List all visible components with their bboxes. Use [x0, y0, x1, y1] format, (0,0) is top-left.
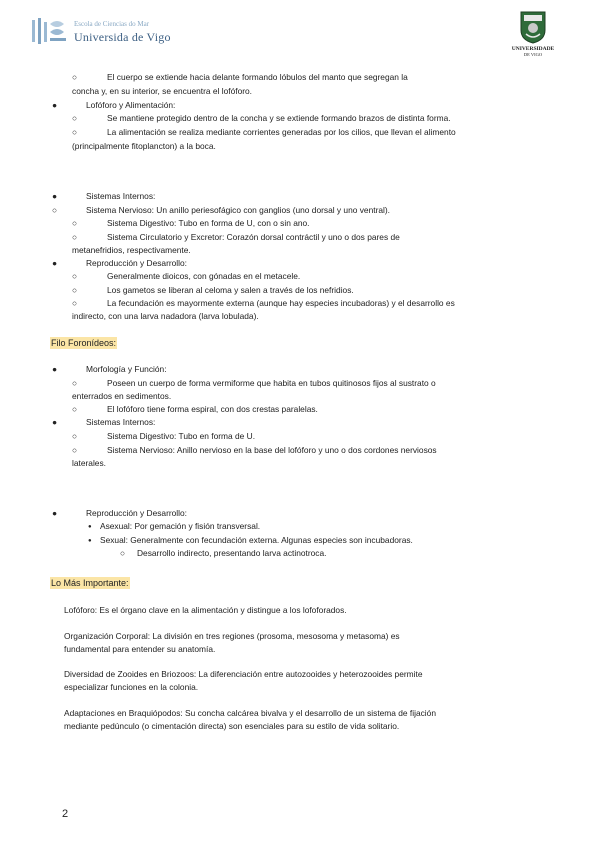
logo-escola-text: Escola de Ciencias do Mar	[74, 20, 150, 28]
text-line: Asexual: Por gemación y fisión transversal.	[100, 521, 261, 531]
list-item-heading: Sistemas Internos:	[86, 191, 156, 201]
circle-bullet-icon: ○	[72, 445, 78, 455]
text-line: Los gametos se liberan al celoma y salen a través de los nefridios.	[107, 285, 354, 295]
circle-bullet-icon: ○	[72, 404, 78, 414]
text-line: laterales.	[72, 458, 106, 468]
text-line: Sistema Nervioso: Anillo nervioso en la base del lofóforo y uno o dos cordones nerviosos	[107, 445, 437, 455]
circle-bullet-icon: ○	[72, 232, 78, 242]
seal-text-de-vigo: DE VIGO	[523, 52, 543, 57]
seal-text-universidade: UNIVERSIDADE	[511, 46, 555, 52]
paragraph-diversidad	[64, 668, 534, 694]
circle-bullet-icon: ○	[52, 205, 58, 215]
list-item-heading: Sistemas Internos:	[86, 417, 156, 427]
circle-bullet-icon: ○	[120, 548, 126, 558]
disc-bullet-icon: ●	[52, 364, 58, 374]
text-line: Sistema Digestivo: Tubo en forma de U.	[107, 431, 256, 441]
list-item-heading: Morfología y Función:	[86, 364, 167, 374]
disc-bullet-icon: ●	[52, 100, 58, 110]
university-seal-icon	[518, 10, 548, 44]
text-line: Sistema Digestivo: Tubo en forma de U, con o sin ano.	[107, 218, 310, 228]
text-line: Adaptaciones en Braquiópodos: Su concha calcárea bivalva y el desarrollo de un sistema de fijación	[64, 708, 436, 718]
text-line: La fecundación es mayormente externa (aunque hay especies incubadoras) y el desarrollo es	[107, 298, 455, 308]
circle-bullet-icon: ○	[72, 271, 78, 281]
text-line: Lofóforo: Es el órgano clave en la alimentación y distingue a los lofoforados.	[64, 605, 347, 615]
universidade-vigo-seal	[508, 10, 558, 66]
escola-logo-mark-icon	[30, 16, 70, 46]
text-line: Poseen un cuerpo de forma vermiforme que habita en tubos quitinosos fijos al sustrato o	[107, 378, 436, 388]
disc-bullet-icon: ●	[52, 258, 58, 268]
circle-bullet-icon: ○	[72, 298, 78, 308]
text-line: mediante pedúnculo (o cimentación directa) son esenciales para su estilo de vida solitario.	[64, 721, 400, 731]
paragraph-organizacion	[64, 630, 534, 656]
text-line: Sistema Nervioso: Un anillo periesofágico con ganglios (uno dorsal y uno ventral).	[86, 205, 390, 215]
text-line: especializar funciones en la colonia.	[64, 682, 199, 692]
text-line: Organización Corporal: La división en tres regiones (prosoma, mesosoma y metasoma) es	[64, 631, 400, 641]
paragraph-adaptaciones	[64, 707, 534, 733]
text-line: metanefridios, respectivamente.	[72, 245, 191, 255]
circle-bullet-icon: ○	[72, 218, 78, 228]
text-line: Sexual: Generalmente con fecundación externa. Algunas especies son incubadoras.	[100, 535, 413, 545]
small-disc-bullet-icon: ●	[88, 538, 92, 544]
text-line: La alimentación se realiza mediante corrientes generadas por los cilios, que llevan el alimento	[107, 127, 456, 137]
section-heading-lo-mas-importante: Lo Más Importante:	[51, 578, 129, 588]
list-item-heading: Reproducción y Desarrollo:	[86, 258, 188, 268]
text-line: El lofóforo tiene forma espiral, con dos crestas paralelas.	[107, 404, 318, 414]
disc-bullet-icon: ●	[52, 191, 58, 201]
disc-bullet-icon: ●	[52, 508, 58, 518]
circle-bullet-icon: ○	[72, 378, 78, 388]
list-item-heading: Lofóforo y Alimentación:	[86, 100, 176, 110]
circle-bullet-icon: ○	[72, 127, 78, 137]
circle-bullet-icon: ○	[72, 72, 78, 82]
list-item-heading: Reproducción y Desarrollo:	[86, 508, 188, 518]
circle-bullet-icon: ○	[72, 285, 78, 295]
text-line: Se mantiene protegido dentro de la concha y se extiende formando brazos de distinta forma.	[107, 113, 451, 123]
section-heading-foronideos: Filo Foronídeos:	[51, 338, 117, 348]
text-line: indirecto, con una larva nadadora (larva lobulada).	[72, 311, 259, 321]
text-line: El cuerpo se extiende hacia delante formando lóbulos del manto que segregan la	[107, 72, 408, 82]
disc-bullet-icon: ●	[52, 417, 58, 427]
text-line: fundamental para entender su anatomía.	[64, 644, 216, 654]
escola-ciencias-mar-logo	[30, 16, 180, 48]
text-line: Desarrollo indirecto, presentando larva actinotroca.	[137, 548, 327, 558]
small-disc-bullet-icon: ●	[88, 524, 92, 530]
text-line: Diversidad de Zooides en Briozoos: La diferenciación entre autozooides y heterozooides permite	[64, 669, 423, 679]
paragraph-lofoforo	[64, 604, 534, 617]
text-line: enterrados en sedimentos.	[72, 391, 172, 401]
page-number: 2	[62, 808, 69, 820]
text-line: concha y, en su interior, se encuentra el lofóforo.	[72, 86, 253, 96]
text-line: (principalmente fitoplancton) a la boca.	[72, 141, 216, 151]
logo-universidade-text: Universida de Vigo	[74, 30, 171, 44]
circle-bullet-icon: ○	[72, 113, 78, 123]
text-line: Generalmente dioicos, con gónadas en el metacele.	[107, 271, 301, 281]
text-line: Sistema Circulatorio y Excretor: Corazón dorsal contráctil y uno o dos pares de	[107, 232, 400, 242]
circle-bullet-icon: ○	[72, 431, 78, 441]
